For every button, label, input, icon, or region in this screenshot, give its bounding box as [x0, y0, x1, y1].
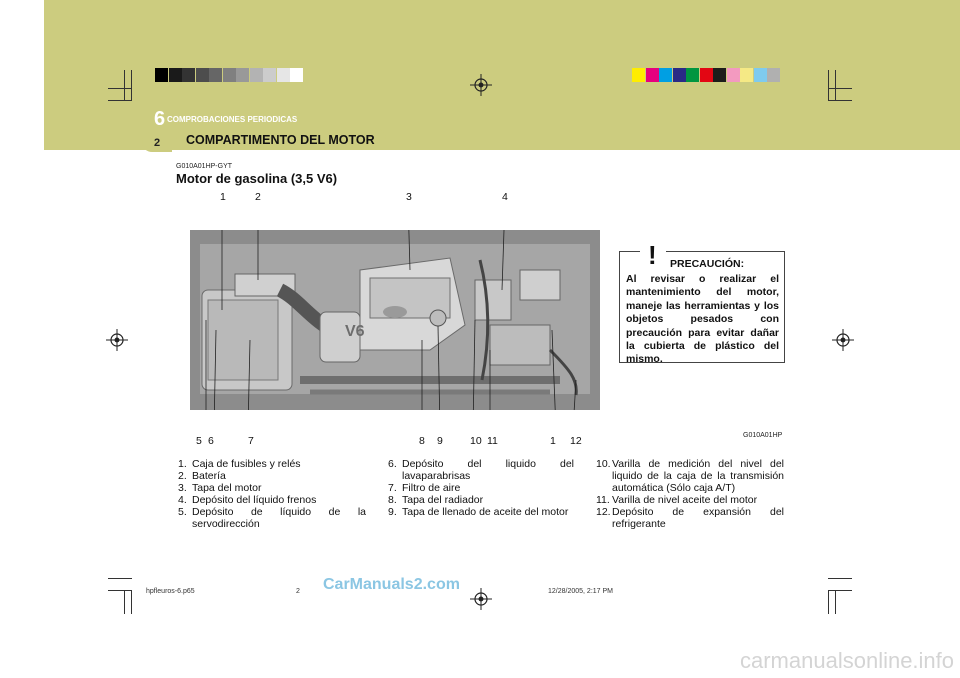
- registration-mark: [470, 588, 492, 610]
- color-swatch: [182, 68, 195, 82]
- color-swatch: [686, 68, 699, 82]
- color-swatch: [196, 68, 209, 82]
- callout-bottom: 5: [196, 435, 202, 447]
- color-swatch: [632, 68, 645, 82]
- crop-mark: [828, 590, 829, 614]
- caution-box: [619, 240, 785, 366]
- crop-mark: [124, 590, 125, 614]
- list-item: 1. Caja de fusibles y relés: [178, 458, 301, 470]
- page-number: 2: [154, 137, 161, 149]
- list-item: 8. Tapa del radiador: [388, 494, 484, 506]
- section-heading: Motor de gasolina (3,5 V6): [176, 171, 338, 186]
- registration-mark: [832, 329, 854, 351]
- list-item: 3. Tapa del motor: [178, 482, 262, 494]
- color-swatch: [155, 68, 168, 82]
- color-swatch: [263, 68, 276, 82]
- crop-mark: [835, 590, 836, 614]
- chapter-title: COMPROBACIONES PERIODICAS: [167, 115, 298, 124]
- footer-page: 2: [296, 588, 300, 595]
- callout-bottom: 9: [437, 435, 443, 447]
- color-swatch: [727, 68, 740, 82]
- color-swatch: [250, 68, 263, 82]
- legend-column-2: [388, 458, 574, 518]
- footer-file: hpfleuros-6.p65: [146, 588, 195, 595]
- warning-icon: [640, 238, 666, 268]
- color-swatch: [646, 68, 659, 82]
- color-swatch: [673, 68, 686, 82]
- callout-top: 1: [220, 191, 226, 203]
- callout-bottom: 1: [550, 435, 556, 447]
- list-item: 10. Varilla de medición del nivel del liquido de la caja de la transmisión automática (Sólo caja A/T): [596, 458, 784, 494]
- crop-mark: [108, 100, 132, 101]
- color-swatch: [290, 68, 303, 82]
- crop-mark: [828, 578, 852, 579]
- callout-bottom: 8: [419, 435, 425, 447]
- color-swatch: [767, 68, 780, 82]
- watermark-link[interactable]: CarManuals2.com: [323, 576, 460, 593]
- callout-bottom: 11: [487, 435, 498, 447]
- figure-code: G010A01HP: [743, 432, 783, 439]
- section-code: G010A01HP-GYT: [176, 163, 233, 170]
- color-swatch: [223, 68, 236, 82]
- callout-bottom: 12: [570, 435, 582, 447]
- crop-mark: [124, 70, 125, 100]
- section-title: COMPARTIMENTO DEL MOTOR: [186, 133, 375, 147]
- caution-text: Al revisar o realizar el mantenimiento del motor, maneje las herramientas y los objetos pesados con precaución para evitar dañar la cubierta de plástico del mismo.: [626, 273, 779, 366]
- color-swatch: [754, 68, 767, 82]
- caution-title: PRECAUCIÓN:: [670, 258, 745, 270]
- crop-mark: [108, 578, 132, 579]
- svg-text:!: !: [648, 240, 657, 268]
- list-item: 4. Depósito del líquido frenos: [178, 494, 317, 506]
- legend-column-1: [178, 458, 366, 530]
- list-item: 5. Depósito de líquido de la servodirección: [178, 506, 366, 530]
- list-item: 6. Depósito del liquido del lavaparabrisas: [388, 458, 574, 482]
- site-watermark: carmanualsonline.info: [740, 648, 955, 673]
- color-swatch: [700, 68, 713, 82]
- crop-mark: [828, 590, 852, 591]
- callout-bottom: 6: [208, 435, 214, 447]
- color-swatch: [713, 68, 726, 82]
- registration-mark: [106, 329, 128, 351]
- list-item: 12. Depósito de expansión del refrigerante: [596, 506, 784, 530]
- color-swatch: [659, 68, 672, 82]
- color-swatch: [236, 68, 249, 82]
- list-item: 9. Tapa de llenado de aceite del motor: [388, 506, 569, 518]
- callout-top: 2: [255, 191, 261, 203]
- crop-mark: [108, 88, 132, 89]
- legend-column-3: [596, 458, 784, 530]
- crop-mark: [828, 70, 829, 100]
- color-swatch: [169, 68, 182, 82]
- v6-badge: V6: [345, 323, 365, 340]
- crop-mark: [828, 100, 852, 101]
- callout-bottom: 7: [248, 435, 254, 447]
- crop-mark: [835, 70, 836, 100]
- crop-mark: [131, 590, 132, 614]
- callout-top: 3: [406, 191, 412, 203]
- engine-compartment-illustration: [190, 230, 600, 410]
- crop-mark: [131, 70, 132, 100]
- crop-mark: [108, 590, 132, 591]
- color-swatch: [209, 68, 222, 82]
- list-item: 2. Batería: [178, 470, 226, 482]
- chapter-number: 6: [154, 108, 166, 130]
- callout-top: 4: [502, 191, 508, 203]
- registration-mark: [470, 74, 492, 96]
- list-item: 7. Filtro de aire: [388, 482, 461, 494]
- callout-bottom: 10: [470, 435, 482, 447]
- footer-date: 12/28/2005, 2:17 PM: [548, 588, 613, 595]
- color-swatch: [740, 68, 753, 82]
- color-swatch: [277, 68, 290, 82]
- list-item: 11. Varilla de nivel aceite del motor: [596, 494, 758, 506]
- crop-mark: [828, 88, 852, 89]
